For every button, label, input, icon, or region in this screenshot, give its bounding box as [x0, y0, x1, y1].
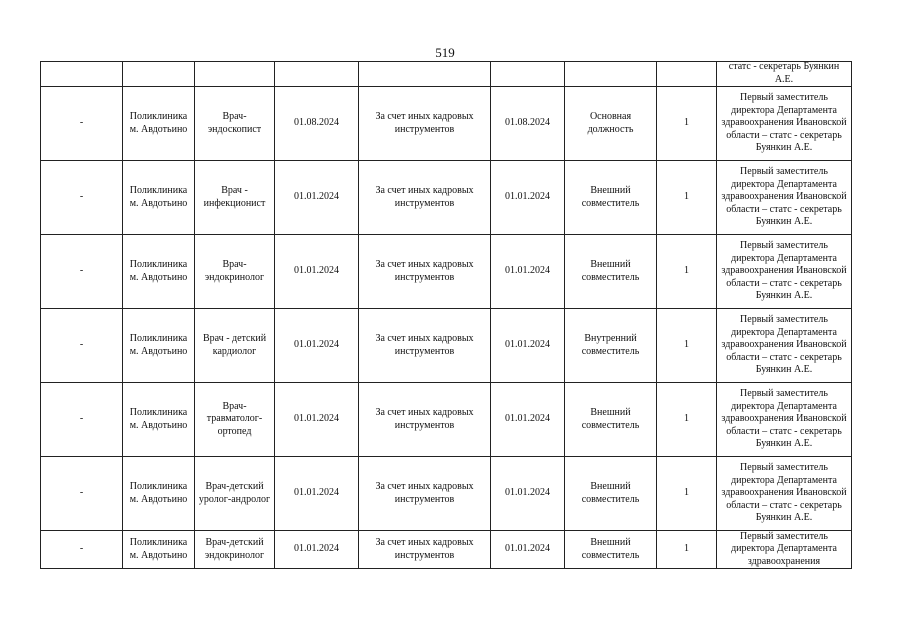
cell-position: Врач - инфекционист — [195, 161, 275, 235]
page-number: 519 — [435, 45, 455, 60]
table-row — [41, 383, 852, 457]
table-row — [41, 309, 852, 383]
cell-number: - — [41, 457, 123, 531]
cell-approver: статс - секретарь Буянкин А.Е. — [717, 62, 852, 87]
cell-unit: Поликлиника м. Авдотьино — [123, 531, 195, 569]
cell-unit: Поликлиника м. Авдотьино — [123, 235, 195, 309]
cell-approver: Первый заместитель директора Департамента здравоохранения Ивановской области – статс - секретарь Буянкин А.Е. — [717, 457, 852, 531]
table-row — [41, 235, 852, 309]
cell-unit: Поликлиника м. Авдотьино — [123, 457, 195, 531]
cell-source: За счет иных кадровых инструментов — [359, 383, 491, 457]
cell-source: За счет иных кадровых инструментов — [359, 309, 491, 383]
cell-empty — [491, 62, 565, 87]
cell-unit: Поликлиника м. Авдотьино — [123, 87, 195, 161]
cell-date-to: 01.01.2024 — [491, 457, 565, 531]
cell-unit: Поликлиника м. Авдотьино — [123, 309, 195, 383]
cell-date-from: 01.01.2024 — [275, 383, 359, 457]
cell-unit: Поликлиника м. Авдотьино — [123, 161, 195, 235]
cell-count: 1 — [657, 87, 717, 161]
cell-date-to: 01.08.2024 — [491, 87, 565, 161]
cell-date-from: 01.01.2024 — [275, 457, 359, 531]
cell-count: 1 — [657, 235, 717, 309]
cell-approver: Первый заместитель директора Департамента здравоохранения Ивановской области – статс - секретарь Буянкин А.Е. — [717, 383, 852, 457]
cell-employment: Внешний совместитель — [565, 531, 657, 569]
cell-number: - — [41, 309, 123, 383]
cell-number: - — [41, 531, 123, 569]
cell-source: За счет иных кадровых инструментов — [359, 531, 491, 569]
table-row — [41, 457, 852, 531]
cell-date-from: 01.01.2024 — [275, 531, 359, 569]
cell-count: 1 — [657, 309, 717, 383]
cell-empty — [195, 62, 275, 87]
cell-date-to: 01.01.2024 — [491, 161, 565, 235]
cell-number: - — [41, 383, 123, 457]
cell-position: Врач-травматолог-ортопед — [195, 383, 275, 457]
cell-empty — [657, 62, 717, 87]
cell-count: 1 — [657, 161, 717, 235]
cell-employment: Внешний совместитель — [565, 383, 657, 457]
cell-date-to: 01.01.2024 — [491, 383, 565, 457]
cell-position: Врач-детский эндокринолог — [195, 531, 275, 569]
cell-unit: Поликлиника м. Авдотьино — [123, 383, 195, 457]
cell-number: - — [41, 161, 123, 235]
table-row-continued — [41, 62, 852, 87]
table-row — [41, 87, 852, 161]
cell-approver: Первый заместитель директора Департамента здравоохранения Ивановской области – статс - секретарь Буянкин А.Е. — [717, 87, 852, 161]
cell-date-from: 01.01.2024 — [275, 161, 359, 235]
cell-employment: Внутренний совместитель — [565, 309, 657, 383]
cell-source: За счет иных кадровых инструментов — [359, 457, 491, 531]
cell-number: - — [41, 87, 123, 161]
cell-empty — [41, 62, 123, 87]
cell-employment: Внешний совместитель — [565, 161, 657, 235]
cell-position: Врач - детский кардиолог — [195, 309, 275, 383]
cell-date-to: 01.01.2024 — [491, 309, 565, 383]
cell-date-from: 01.01.2024 — [275, 309, 359, 383]
cell-approver: Первый заместитель директора Департамента здравоохранения — [717, 531, 852, 569]
cell-employment: Основная должность — [565, 87, 657, 161]
cell-approver: Первый заместитель директора Департамента здравоохранения Ивановской области – статс - секретарь Буянкин А.Е. — [717, 235, 852, 309]
cell-count: 1 — [657, 383, 717, 457]
cell-approver: Первый заместитель директора Департамента здравоохранения Ивановской области – статс - секретарь Буянкин А.Е. — [717, 309, 852, 383]
cell-source: За счет иных кадровых инструментов — [359, 161, 491, 235]
cell-position: Врач-эндокринолог — [195, 235, 275, 309]
table-row — [41, 161, 852, 235]
cell-empty — [359, 62, 491, 87]
cell-date-to: 01.01.2024 — [491, 235, 565, 309]
cell-date-from: 01.08.2024 — [275, 87, 359, 161]
cell-approver: Первый заместитель директора Департамента здравоохранения Ивановской области – статс - секретарь Буянкин А.Е. — [717, 161, 852, 235]
cell-date-from: 01.01.2024 — [275, 235, 359, 309]
cell-count: 1 — [657, 457, 717, 531]
cell-employment: Внешний совместитель — [565, 235, 657, 309]
cell-position: Врач-эндоскопист — [195, 87, 275, 161]
cell-position: Врач-детский уролог-андролог — [195, 457, 275, 531]
cell-empty — [123, 62, 195, 87]
cell-count: 1 — [657, 531, 717, 569]
cell-employment: Внешний совместитель — [565, 457, 657, 531]
table-row — [41, 531, 852, 569]
cell-empty — [565, 62, 657, 87]
cell-number: - — [41, 235, 123, 309]
cell-source: За счет иных кадровых инструментов — [359, 87, 491, 161]
cell-source: За счет иных кадровых инструментов — [359, 235, 491, 309]
cell-date-to: 01.01.2024 — [491, 531, 565, 569]
cell-empty — [275, 62, 359, 87]
staffing-table — [40, 61, 852, 569]
